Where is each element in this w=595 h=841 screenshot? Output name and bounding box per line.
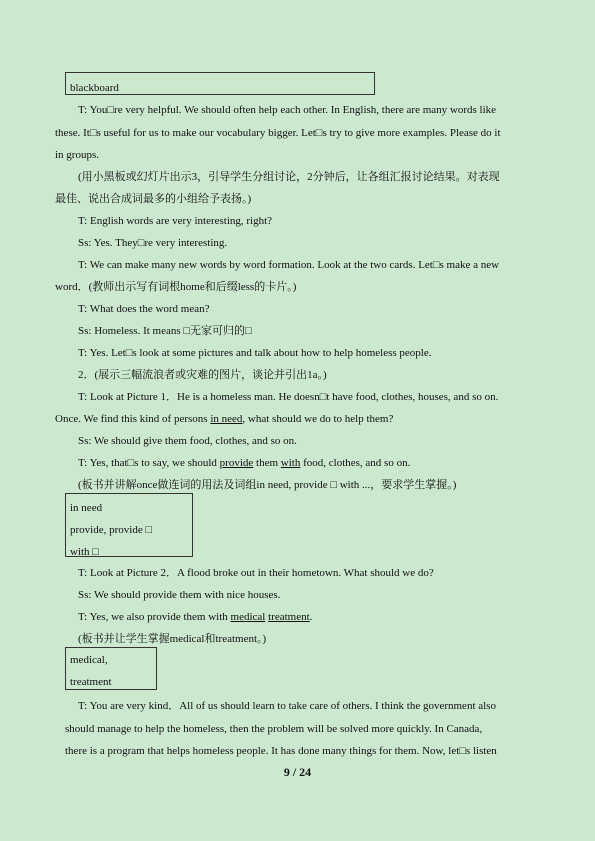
text-line: (板书并让学生掌握medical和treatment。) [78,633,267,645]
underlined-term: provide [219,457,254,469]
text-line: word．(教师出示写有词根home和后缀less的卡片。) [55,281,297,293]
text-line: Ss: Yes. They□re very interesting. [78,237,228,249]
text-line [78,610,312,624]
text-fragment: . [309,611,313,623]
text-line: 最佳、说出合成词最多的小组给予表扬。) [55,193,252,205]
vocab-item: medical, [70,654,108,666]
text-line: Ss: We should give them food, clothes, and so on. [78,435,297,447]
underlined-term: with [280,457,301,469]
vocab-item: provide, provide □ [70,524,153,536]
text-line: T: We can make many new words by word formation. Look at the two cards. Let□s make a new [78,259,500,271]
text-line: T: Look at Picture 2．A flood broke out in their hometown. What should we do? [78,567,434,579]
vocab-item: with □ [70,546,99,558]
text-fragment: , what should we do to help them? [242,413,394,425]
text-line: Ss: We should provide them with nice houses. [78,589,281,601]
text-line: T: You□re very helpful. We should often help each other. In English, there are many words like [78,104,497,116]
text-line: (板书并讲解once做连词的用法及词组in need, provide □ with ...，要求学生掌握。) [78,479,457,491]
text-line: T: Look at Picture 1．He is a homeless man. He doesn□t have food, clothes, houses, and so on. [78,391,499,403]
text-line: Ss: Homeless. It means □无家可归的□ [78,325,252,337]
text-line: 2．(展示三幅流浪者或灾难的图片，谈论并引出1a。) [78,369,327,381]
text-line: T: You are very kind．All of us should learn to take care of others. I think the government also [78,700,496,712]
text-fragment: food, clothes, and so on. [300,457,411,469]
underlined-term: in need [210,413,243,425]
text-line: (用小黑板或幻灯片出示3，引导学生分组讨论，2分钟后，让各组汇报讨论结果。对表现 [78,171,500,183]
vocab-item: in need [70,502,103,514]
underlined-term: treatment [268,611,310,623]
text-fragment: Once. We find this kind of persons [55,413,211,425]
blackboard-label: blackboard [70,82,119,94]
text-line [55,412,393,426]
page-number: 9 / 24 [283,765,312,779]
text-line: there is a program that helps homeless people. It has done many things for them. Now, let□s listen [65,745,497,757]
underlined-term: medical [230,611,266,623]
text-fragment: them [253,457,281,469]
text-line [78,456,410,470]
text-line: in groups. [55,149,99,161]
text-line: should manage to help the homeless, then the problem will be solved more quickly. In Canada, [65,723,483,735]
text-line: these. It□s useful for us to make our vocabulary bigger. Let□s try to give more examples. Please do it [55,127,501,139]
blackboard-box [65,72,375,95]
vocab-box-provide [65,493,193,557]
text-line: T: Yes. Let□s look at some pictures and talk about how to help homeless people. [78,347,432,359]
text-fragment: T: Yes, that□s to say, we should [78,457,220,469]
text-fragment: T: Yes, we also provide them with [78,611,231,623]
vocab-item: treatment [70,676,112,688]
vocab-box-medical [65,647,157,690]
text-line: T: What does the word mean? [78,303,210,315]
text-line: T: English words are very interesting, right? [78,215,273,227]
